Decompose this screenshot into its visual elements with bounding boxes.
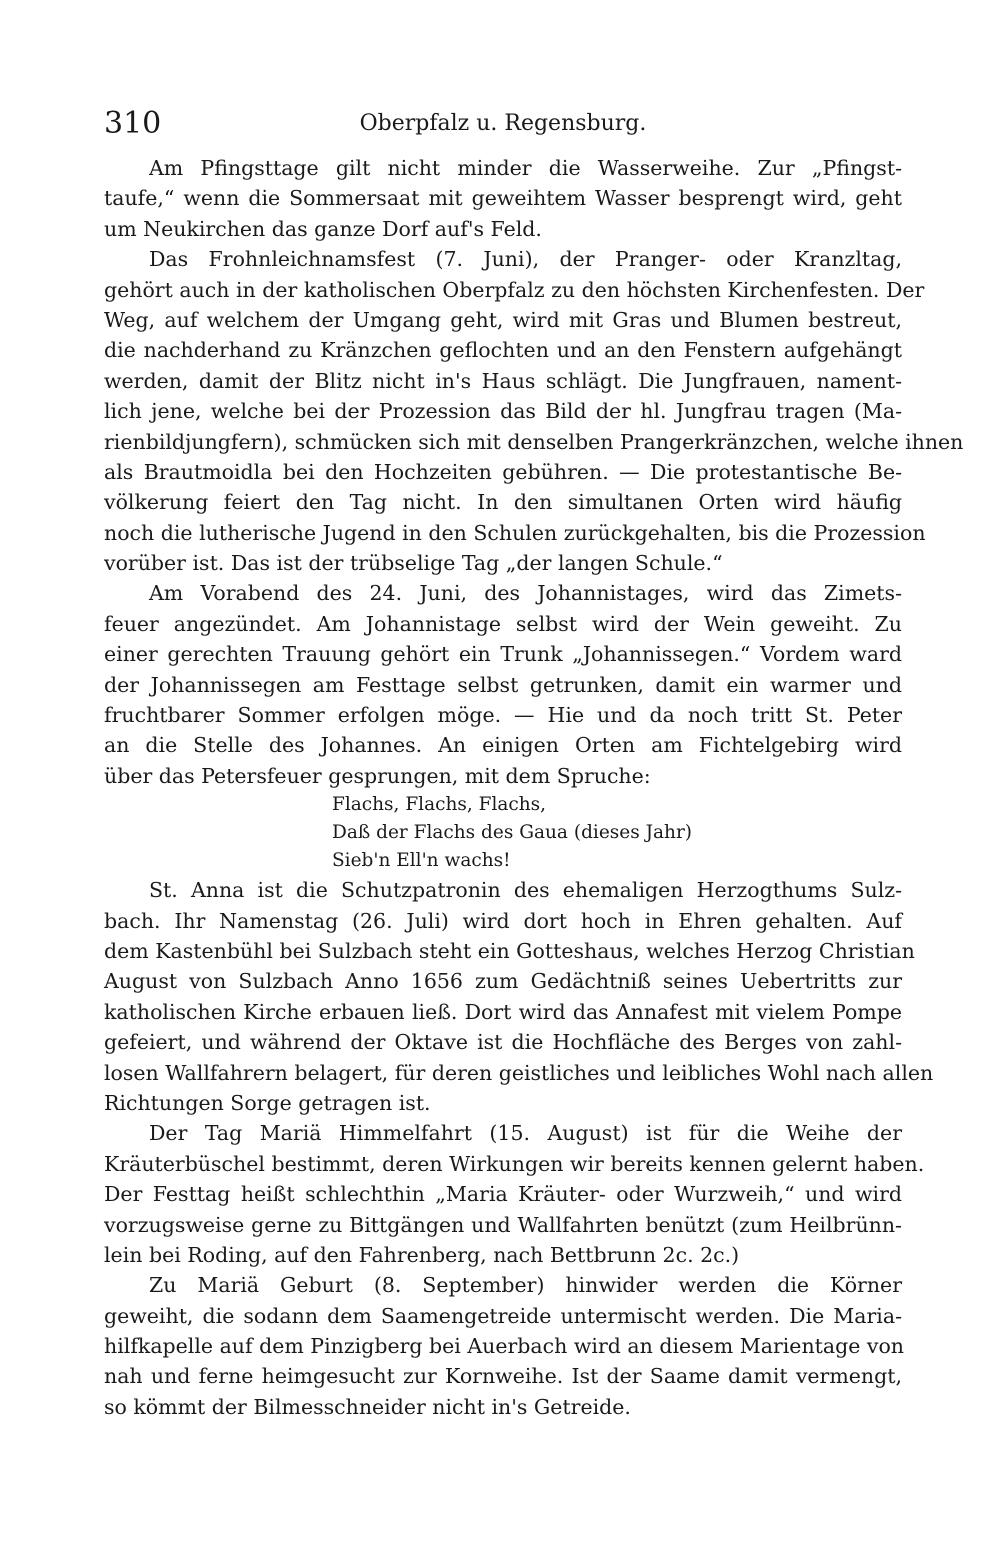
text-line: geweiht, die sodann dem Saamengetreide untermischt werden. Die Maria-: [104, 1303, 902, 1328]
text-line: Der Festtag heißt schlechthin „Maria Kräuter- oder Wurzweih,“ und wird: [104, 1182, 902, 1207]
text-line: nah und ferne heimgesucht zur Kornweihe. Ist der Saame damit vermengt,: [104, 1364, 902, 1389]
text-line: die nachderhand zu Kränzchen geflochten und an den Fenstern aufgehängt: [104, 338, 902, 363]
text-line: einer gerechten Trauung gehört ein Trunk „Johannissegen.“ Vordem ward: [104, 642, 902, 667]
text-line: lich jene, welche bei der Prozession das Bild der hl. Jungfrau tragen (Ma-: [104, 399, 902, 424]
text-line: taufe,“ wenn die Sommersaat mit geweihtem Wasser besprengt wird, geht: [104, 186, 902, 211]
page-number: 310: [104, 106, 162, 141]
text-line: so kömmt der Bilmesschneider nicht in's Getreide.: [104, 1394, 631, 1419]
verse-line: Sieb'n Ell'n wachs!: [332, 850, 511, 872]
text-line: fruchtbarer Sommer erfolgen möge. — Hie und da noch tritt St. Peter: [104, 703, 902, 728]
text-line: hilfkapelle auf dem Pinzigberg bei Auerbach wird an diesem Marientage von: [104, 1334, 905, 1359]
text-line: Am Vorabend des 24. Juni, des Johannistages, wird das Zimets-: [149, 581, 902, 606]
page-header: [104, 102, 902, 146]
text-line: rienbildjungfern), schmücken sich mit denselben Prangerkränzchen, welche ihnen: [104, 429, 964, 454]
text-line: gefeiert, und während der Oktave ist die Hochfläche des Berges von zahl-: [104, 1030, 902, 1055]
text-line: vorüber ist. Das ist der trübselige Tag „der langen Schule.“: [104, 551, 723, 576]
text-line: vorzugsweise gerne zu Bittgängen und Wallfahrten benützt (zum Heilbrünn-: [104, 1212, 902, 1237]
text-line: gehört auch in der katholischen Oberpfalz zu den höchsten Kirchenfesten. Der: [104, 277, 925, 302]
text-line: Weg, auf welchem der Umgang geht, wird mit Gras und Blumen bestreut,: [104, 307, 902, 332]
text-line: der Johannissegen am Festtage selbst getrunken, damit ein warmer und: [104, 672, 902, 697]
text-line: an die Stelle des Johannes. An einigen Orten am Fichtelgebirg wird: [104, 733, 902, 758]
body-text: [104, 153, 964, 1422]
text-line: bach. Ihr Namenstag (26. Juli) wird dort hoch in Ehren gehalten. Auf: [104, 908, 902, 933]
text-line: werden, damit der Blitz nicht in's Haus schlägt. Die Jungfrauen, nament-: [104, 368, 902, 393]
text-line: St. Anna ist die Schutzpatronin des ehemaligen Herzogthums Sulz-: [149, 878, 902, 903]
text-line: August von Sulzbach Anno 1656 zum Gedächtniß seines Uebertritts zur: [104, 969, 902, 994]
text-line: katholischen Kirche erbauen ließ. Dort wird das Annafest mit vielem Pompe: [104, 999, 902, 1024]
verse-line: Flachs, Flachs, Flachs,: [332, 794, 547, 816]
text-line: losen Wallfahrern belagert, für deren geistliches und leibliches Wohl nach allen: [104, 1060, 934, 1085]
text-line: noch die lutherische Jugend in den Schulen zurückgehalten, bis die Prozession: [104, 520, 926, 545]
text-line: dem Kastenbühl bei Sulzbach steht ein Gotteshaus, welches Herzog Christian: [104, 938, 915, 963]
text-line: Richtungen Sorge getragen ist.: [104, 1090, 431, 1115]
text-line: feuer angezündet. Am Johannistage selbst wird der Wein geweiht. Zu: [104, 611, 902, 636]
text-line: Am Pfingsttage gilt nicht minder die Wasserweihe. Zur „Pfingst-: [149, 156, 902, 180]
text-line: Zu Mariä Geburt (8. September) hinwider werden die Körner: [149, 1273, 902, 1298]
text-line: Der Tag Mariä Himmelfahrt (15. August) ist für die Weihe der: [149, 1121, 902, 1146]
text-line: völkerung feiert den Tag nicht. In den simultanen Orten wird häufig: [104, 490, 902, 515]
text-line: Das Frohnleichnamsfest (7. Juni), der Pranger- oder Kranzltag,: [149, 247, 902, 272]
running-head: Oberpfalz u. Regensburg.: [359, 111, 647, 136]
text-line: über das Petersfeuer gesprungen, mit dem Spruche:: [104, 763, 651, 788]
text-line: lein bei Roding, auf den Fahrenberg, nach Bettbrunn 2c. 2c.): [104, 1242, 740, 1267]
text-line: als Brautmoidla bei den Hochzeiten gebühren. — Die protestantische Be-: [104, 459, 902, 484]
verse-line: Daß der Flachs des Gaua (dieses Jahr): [332, 822, 693, 844]
text-line: Kräuterbüschel bestimmt, deren Wirkungen wir bereits kennen gelernt haben.: [104, 1151, 925, 1176]
text-line: um Neukirchen das ganze Dorf auf's Feld.: [104, 216, 542, 241]
